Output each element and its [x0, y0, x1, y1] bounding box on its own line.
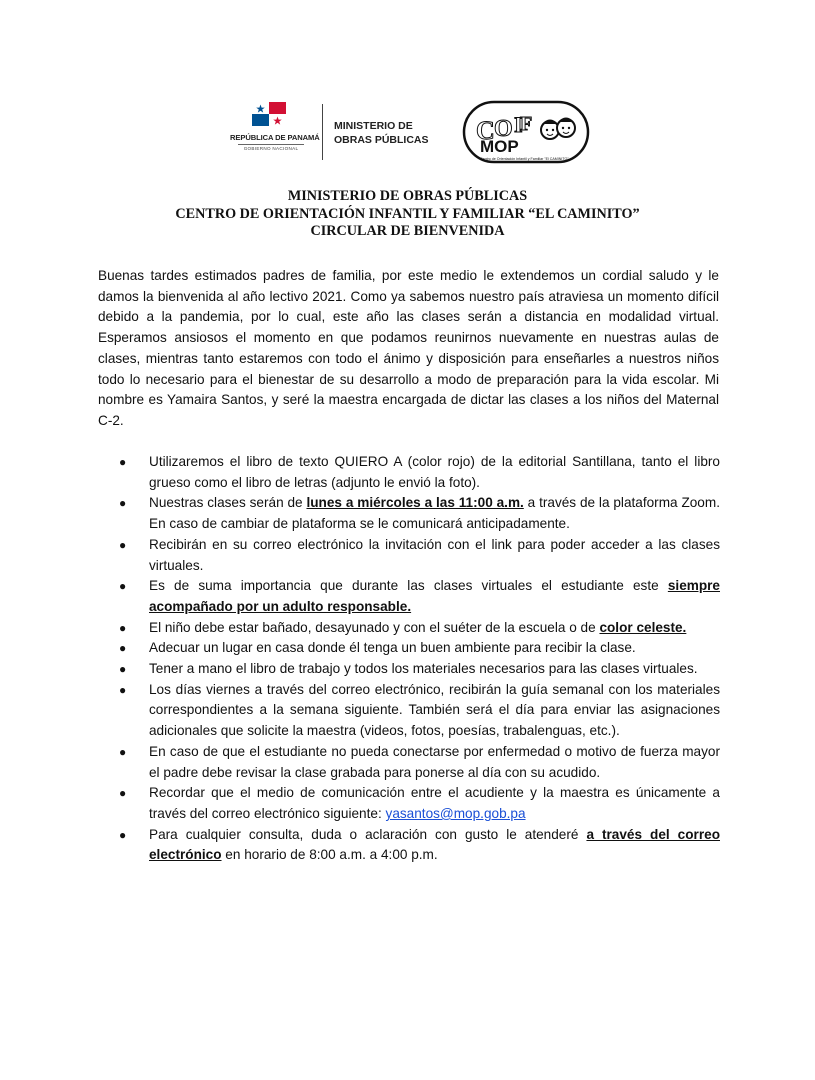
- ministry-line-1: MINISTERIO DE: [334, 120, 413, 132]
- item-text: a través de la plataforma Zoom. En caso de cambiar de plataforma se le comunicará anticipadamente.: [149, 495, 720, 532]
- bullet-icon: ●: [119, 744, 127, 759]
- mop-school-logo: [462, 100, 590, 164]
- ministry-label: [334, 119, 429, 147]
- email-link[interactable]: yasantos@mop.gob.pa: [385, 805, 526, 821]
- bullet-icon: ●: [119, 827, 127, 842]
- gov-subtitle-text: GOBIERNO NACIONAL: [243, 146, 299, 151]
- item-text: Los días viernes a través del correo electrónico, recibirán la guía semanal con los materiales correspondientes a la semana siguiente. También será el día para enviar las asignaciones adicionales que solicite la maestra (videos, fotos, poesías, trabalenguas, etc.).: [149, 681, 720, 739]
- logo-divider: [322, 104, 323, 160]
- bullet-icon: ●: [119, 579, 127, 594]
- bullet-icon: ●: [119, 682, 127, 697]
- instructions-list: [98, 452, 720, 866]
- bullet-icon: ●: [119, 455, 127, 469]
- svg-text:O: O: [494, 116, 513, 142]
- item-text: Utilizaremos el libro de texto QUIERO A (color rojo) de la editorial Santillana, tanto el libro grueso como el libro de letras (adjunto le envió la foto).: [149, 454, 720, 490]
- list-item: [98, 535, 720, 576]
- color-emphasis: color celeste.: [599, 619, 687, 635]
- svg-text:MOP: MOP: [480, 137, 519, 156]
- svg-text:F: F: [520, 113, 533, 135]
- list-item: [98, 576, 720, 617]
- item-text: Recibirán en su correo electrónico la invitación con el link para poder acceder a las clases virtuales.: [149, 536, 720, 573]
- bullet-icon: ●: [119, 537, 127, 552]
- contact-emphasis: a través del correo electrónico: [149, 826, 720, 863]
- list-item: [98, 742, 720, 783]
- item-text: Para cualquier consulta, duda o aclaración con gusto le atenderé: [149, 826, 587, 842]
- schedule-emphasis: lunes a miércoles a las 11:00 a.m.: [306, 495, 524, 511]
- bullet-icon: ●: [119, 620, 127, 635]
- title-line-1: MINISTERIO DE OBRAS PÚBLICAS: [287, 188, 528, 204]
- item-text: El niño debe estar bañado, desayunado y con el suéter de la escuela o de: [149, 619, 600, 635]
- list-item: [98, 680, 720, 742]
- list-item: [98, 452, 720, 493]
- item-text: Es de suma importancia que durante las clases virtuales el estudiante este: [149, 578, 668, 594]
- bullet-icon: ●: [119, 641, 127, 656]
- svg-text:I: I: [514, 112, 523, 137]
- item-text: Tener a mano el libro de trabajo y todos los materiales necesarios para las clases virtuales.: [149, 661, 698, 677]
- supervision-emphasis: siempre acompañado por un adulto responsable.: [149, 578, 720, 614]
- intro-paragraph: Buenas tardes estimados padres de familia, por este medio le extendemos un cordial saludo y le damos la bienvenida al año lectivo 2021. Como ya sabemos nuestro país atraviesa un momento difícil debido a la pandemia, por lo cual, este año las clases serán a distancia en modalidad virtual. Esperamos ansiosos el momento en que podamos reunirnos nuevamente en nuestras aulas de clases, mientras tanto estaremos con todo el ánimo y disposición para enseñarles a nuestros niños todo lo necesario para el bienestar de su desarrollo a modo de preparación para la vida escolar. Mi nombre es Yamaira Santos, y seré la maestra encargada de dictar las clases a los niños del Maternal C-2.: [98, 268, 719, 428]
- document-title: [0, 188, 815, 241]
- title-line-3: CIRCULAR DE BIENVENIDA: [310, 223, 505, 239]
- list-item: [98, 638, 720, 659]
- item-text: Recordar que el medio de comunicación entre el acudiente y la maestra es únicamente a través del correo electrónico siguiente:: [149, 785, 720, 821]
- item-text: Adecuar un lugar en casa donde él tenga un buen ambiente para recibir la clase.: [149, 640, 636, 656]
- list-item: [98, 493, 720, 534]
- letterhead: [230, 100, 590, 164]
- bullet-icon: ●: [119, 496, 127, 511]
- item-text: En caso de que el estudiante no pueda conectarse por enfermedad o motivo de fuerza mayor el padre debe revisar la clase grabada para ponerse al día con su acudido.: [149, 743, 720, 780]
- panama-flag-icon: [252, 102, 286, 126]
- item-text: Nuestras clases serán de: [149, 495, 307, 511]
- list-item: [98, 783, 720, 824]
- ministry-line-2: OBRAS PÚBLICAS: [334, 134, 429, 146]
- list-item: [98, 659, 720, 680]
- title-line-2: CENTRO DE ORIENTACIÓN INFANTIL Y FAMILIAR “EL CAMINITO”: [175, 205, 640, 222]
- bullet-icon: ●: [119, 662, 127, 677]
- list-item: [98, 825, 720, 866]
- gov-rule: [238, 144, 304, 145]
- panama-government-logo: [230, 100, 320, 160]
- list-item: [98, 618, 720, 639]
- bullet-icon: ●: [119, 786, 127, 801]
- svg-text:Centro de Orientación Infantil: Centro de Orientación Infantil y Familiar "El CAMINITO": [480, 157, 569, 161]
- item-text: en horario de 8:00 a.m. a 4:00 p.m.: [221, 847, 438, 863]
- gov-name-text: REPÚBLICA DE PANAMÁ: [230, 133, 320, 142]
- svg-text:C: C: [476, 116, 495, 145]
